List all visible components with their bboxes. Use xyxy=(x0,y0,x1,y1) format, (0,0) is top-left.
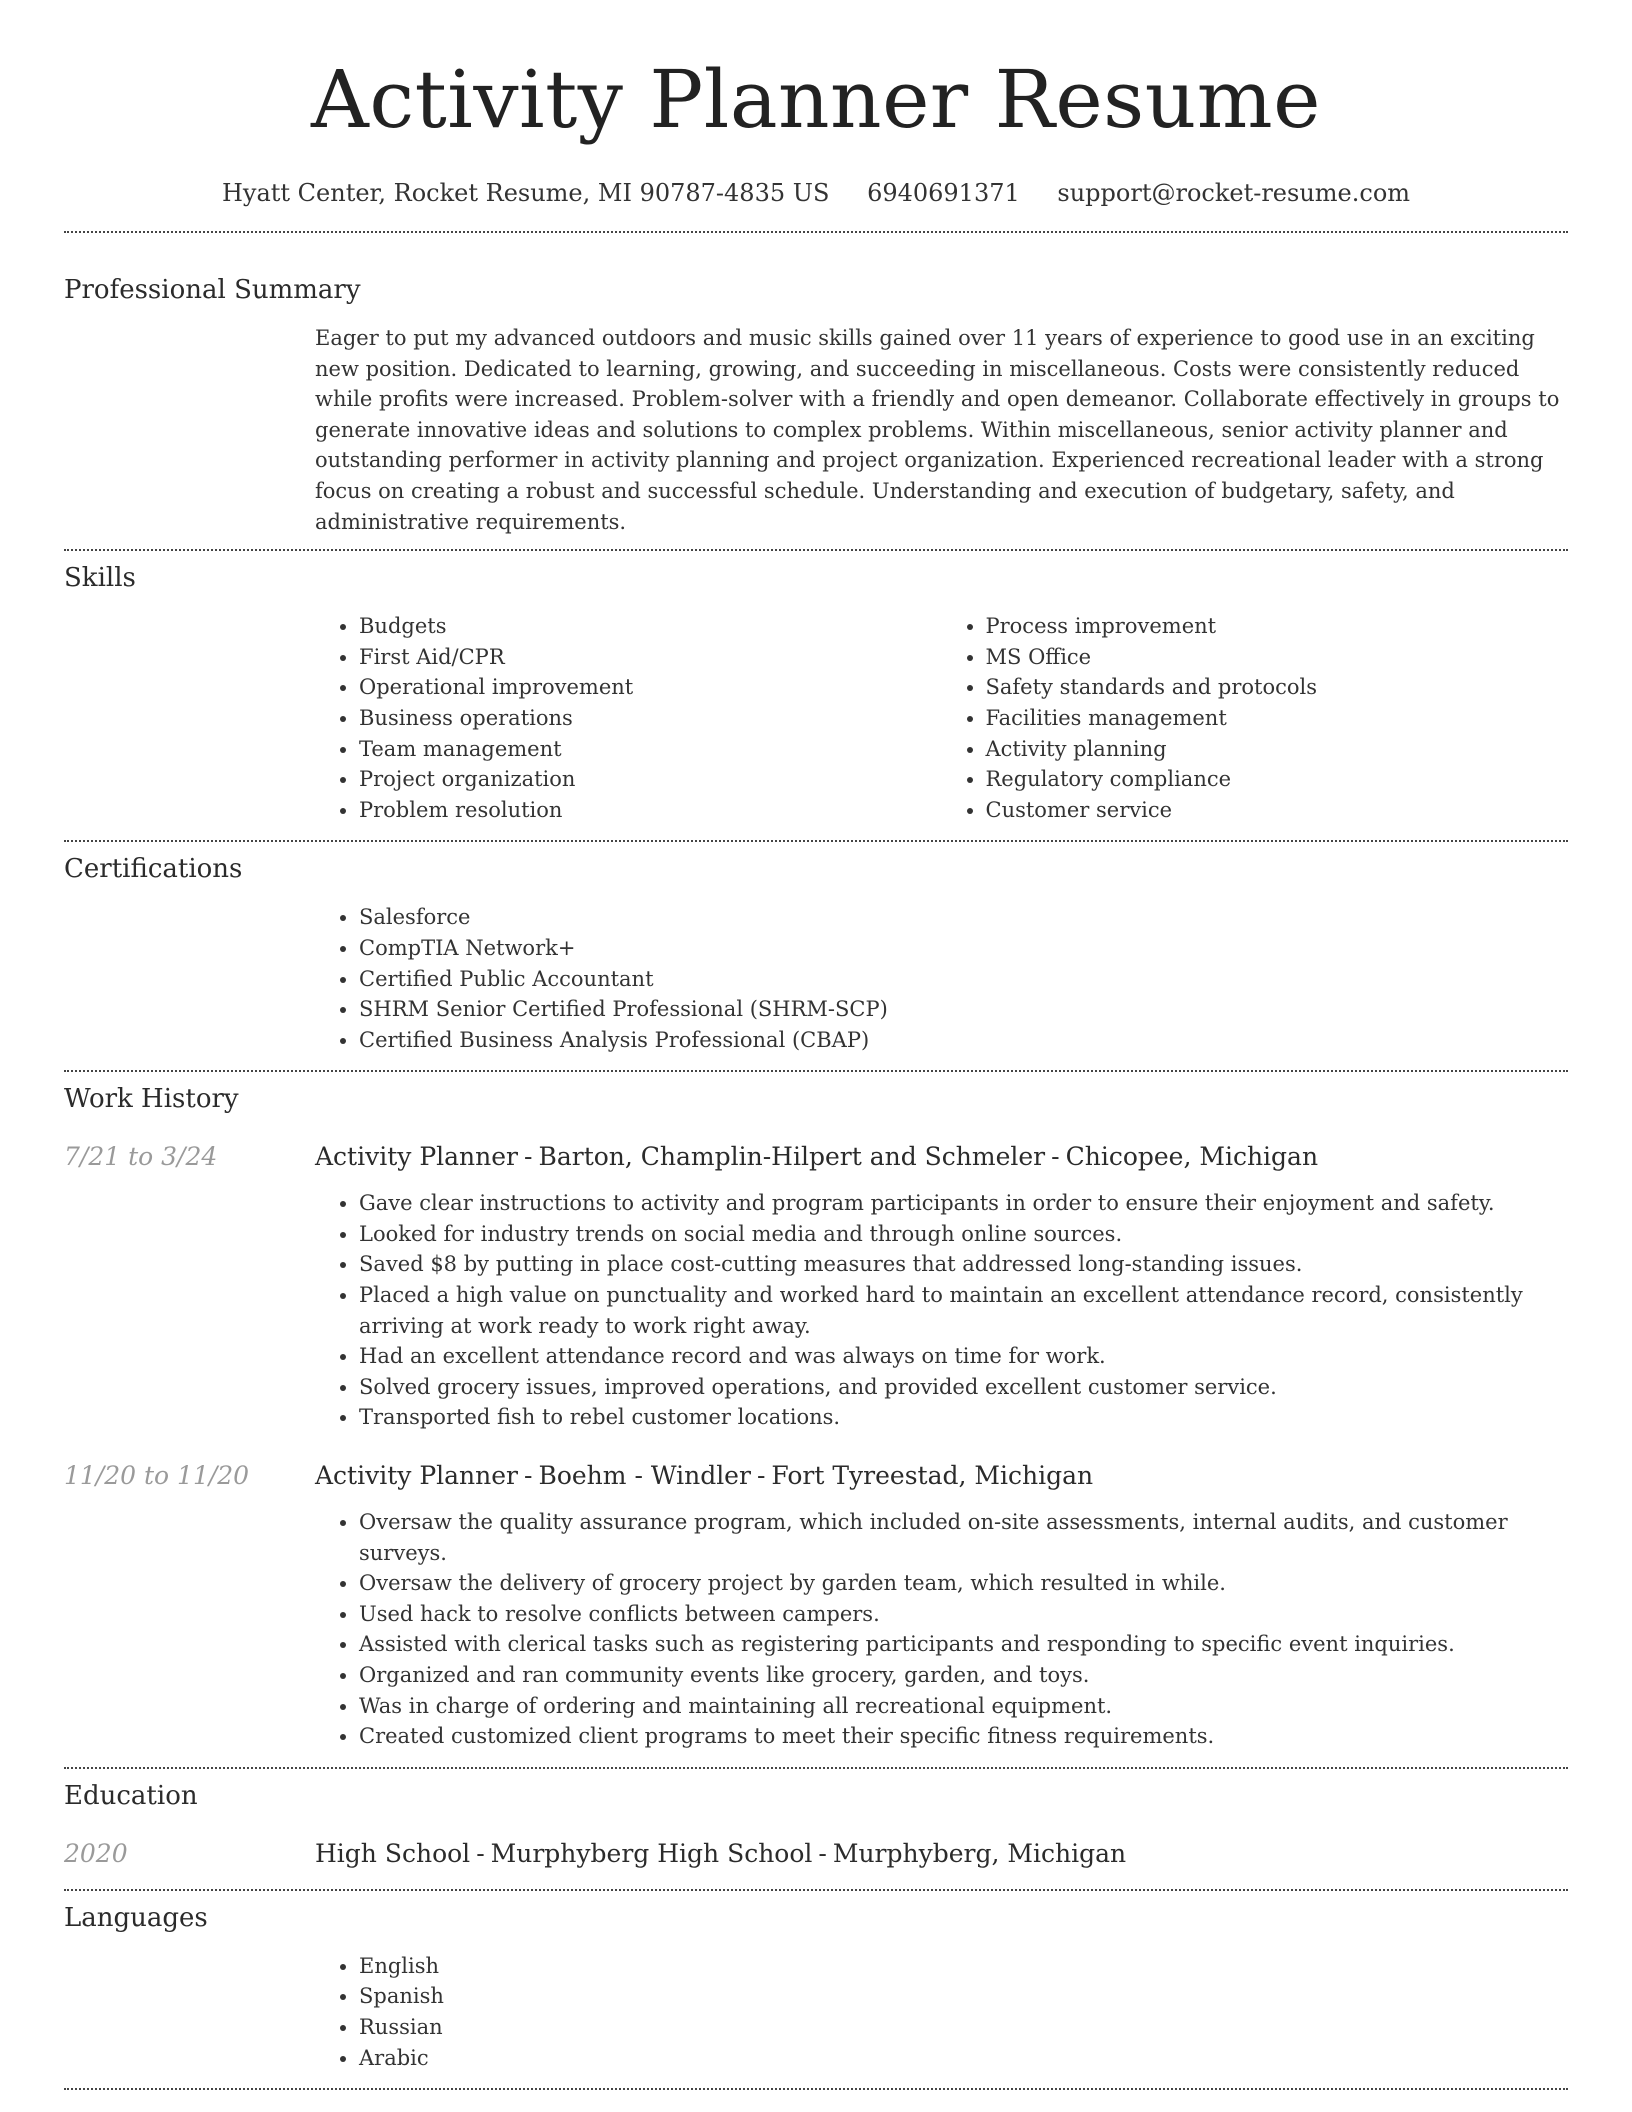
job-bullet: • Was in charge of ordering and maintaining all recreational equipment. xyxy=(359,1691,1568,1722)
education-location: Murphyberg, Michigan xyxy=(832,1838,1127,1868)
section-title-certifications: Certifications xyxy=(64,854,243,885)
skill-item: • MS Office xyxy=(986,642,1569,673)
skills-column-right xyxy=(942,611,1569,825)
skill-item: • Project organization xyxy=(359,764,942,795)
job-entry-header xyxy=(64,1140,1568,1174)
skill-item: • Operational improvement xyxy=(359,672,942,703)
job-bullets xyxy=(315,1507,1568,1752)
certification-item: • Certified Business Analysis Professional (CBAP) xyxy=(359,1025,1568,1056)
language-item: • English xyxy=(359,1951,1568,1982)
skill-item: • Business operations xyxy=(359,703,942,734)
divider xyxy=(64,1767,1568,1769)
contact-line xyxy=(64,178,1568,208)
divider xyxy=(64,1070,1568,1072)
job-bullet: • Transported fish to rebel customer locations. xyxy=(359,1402,1568,1433)
section-title-languages: Languages xyxy=(64,1902,208,1933)
job-bullet: • Organized and ran community events like grocery, garden, and toys. xyxy=(359,1660,1568,1691)
skill-item: • Problem resolution xyxy=(359,795,942,826)
job-bullet: • Solved grocery issues, improved operations, and provided excellent customer service. xyxy=(359,1372,1568,1403)
education-year: 2020 xyxy=(64,1838,128,1868)
language-item: • Russian xyxy=(359,2012,1568,2043)
divider xyxy=(64,2088,1568,2090)
separator: - xyxy=(524,1142,533,1172)
summary-text: Eager to put my advanced outdoors and music skills gained over 11 years of experience to good use in an exciting new position. Dedicated to learning, growing, and succeeding in miscellaneous. Costs were consistently reduced while profits were increased. Problem-solver with a friendly and open demeanor. Collaborate effectively in groups to generate innovative ideas and solutions to complex problems. Within miscellaneous, senior activity planner and outstanding performer in activity planning and project organization. Experienced recreational leader with a strong focus on creating a robust and successful schedule. Understanding and execution of budgetary, safety, and administrative requirements. xyxy=(315,326,1560,534)
job-bullet: • Looked for industry trends on social media and through online sources. xyxy=(359,1219,1568,1250)
section-title-summary: Professional Summary xyxy=(64,275,361,305)
certification-item: • Certified Public Accountant xyxy=(359,964,1568,995)
skill-item: • Budgets xyxy=(359,611,942,642)
job-role: Activity Planner xyxy=(315,1461,519,1491)
job-bullet: • Used hack to resolve conflicts between campers. xyxy=(359,1599,1568,1630)
skill-item: • Process improvement xyxy=(986,611,1569,642)
job-company: Boehm - Windler xyxy=(538,1461,751,1491)
skill-item: • First Aid/CPR xyxy=(359,642,942,673)
job-title xyxy=(315,1140,1318,1174)
contact-address: Hyatt Center, Rocket Resume, MI 90787-4835 US xyxy=(221,179,830,207)
languages-list xyxy=(315,1951,1568,2073)
certification-item: • SHRM Senior Certified Professional (SHRM-SCP) xyxy=(359,994,1568,1025)
job-location: Fort Tyreestad, Michigan xyxy=(771,1461,1094,1491)
contact-phone: 6940691371 xyxy=(867,179,1020,207)
education-title xyxy=(315,1837,1126,1871)
separator: - xyxy=(1051,1142,1060,1172)
divider xyxy=(64,840,1568,842)
job-bullet: • Oversaw the delivery of grocery project by garden team, which resulted in while. xyxy=(359,1568,1568,1599)
separator: - xyxy=(818,1838,827,1868)
job-bullet: • Oversaw the quality assurance program, which included on-site assessments, internal audits, and customer surveys. xyxy=(359,1507,1568,1568)
section-title-work-history: Work History xyxy=(64,1084,239,1115)
skills-column-left xyxy=(315,611,942,825)
education-entry xyxy=(64,1837,1568,1871)
skill-item: • Customer service xyxy=(986,795,1569,826)
job-dates: 11/20 to 11/20 xyxy=(64,1461,250,1491)
skill-item: • Regulatory compliance xyxy=(986,764,1569,795)
job-bullet: • Had an excellent attendance record and was always on time for work. xyxy=(359,1341,1568,1372)
separator: - xyxy=(476,1838,485,1868)
job-bullet: • Placed a high value on punctuality and worked hard to maintain an excellent attendance record, consistently arriving at work ready to work right away. xyxy=(359,1280,1568,1341)
certification-item: • CompTIA Network+ xyxy=(359,933,1568,964)
job-title xyxy=(315,1459,1093,1493)
language-item: • Spanish xyxy=(359,1981,1568,2012)
education-school: Murphyberg High School xyxy=(490,1838,813,1868)
skill-item: • Facilities management xyxy=(986,703,1569,734)
skill-item: • Safety standards and protocols xyxy=(986,672,1569,703)
job-bullet: • Gave clear instructions to activity and program participants in order to ensure their enjoyment and safety. xyxy=(359,1188,1568,1219)
page-title: Activity Planner Resume xyxy=(311,53,1321,146)
section-title-education: Education xyxy=(64,1780,198,1811)
certification-item: • Salesforce xyxy=(359,902,1568,933)
job-location: Chicopee, Michigan xyxy=(1065,1142,1319,1172)
job-company: Barton, Champlin-Hilpert and Schmeler xyxy=(538,1142,1046,1172)
summary-body xyxy=(315,323,1568,537)
skill-item: • Activity planning xyxy=(986,734,1569,765)
job-bullet: • Assisted with clerical tasks such as registering participants and responding to specific event inquiries. xyxy=(359,1629,1568,1660)
contact-email: support@rocket-resume.com xyxy=(1057,179,1411,207)
section-title-skills: Skills xyxy=(64,563,136,594)
education-degree: High School xyxy=(315,1838,471,1868)
job-bullets xyxy=(315,1188,1568,1433)
separator: - xyxy=(524,1461,533,1491)
certifications-list xyxy=(315,902,1568,1055)
separator: - xyxy=(756,1461,766,1491)
divider xyxy=(64,549,1568,551)
divider xyxy=(64,231,1568,233)
divider xyxy=(64,1889,1568,1891)
job-dates: 7/21 to 3/24 xyxy=(64,1142,218,1172)
job-role: Activity Planner xyxy=(315,1142,519,1172)
language-item: • Arabic xyxy=(359,2043,1568,2074)
job-entry-header xyxy=(64,1459,1568,1493)
job-bullet: • Saved $8 by putting in place cost-cutting measures that addressed long-standing issues. xyxy=(359,1249,1568,1280)
skills-list xyxy=(315,611,1568,825)
skill-item: • Team management xyxy=(359,734,942,765)
job-bullet: • Created customized client programs to meet their specific fitness requirements. xyxy=(359,1721,1568,1752)
